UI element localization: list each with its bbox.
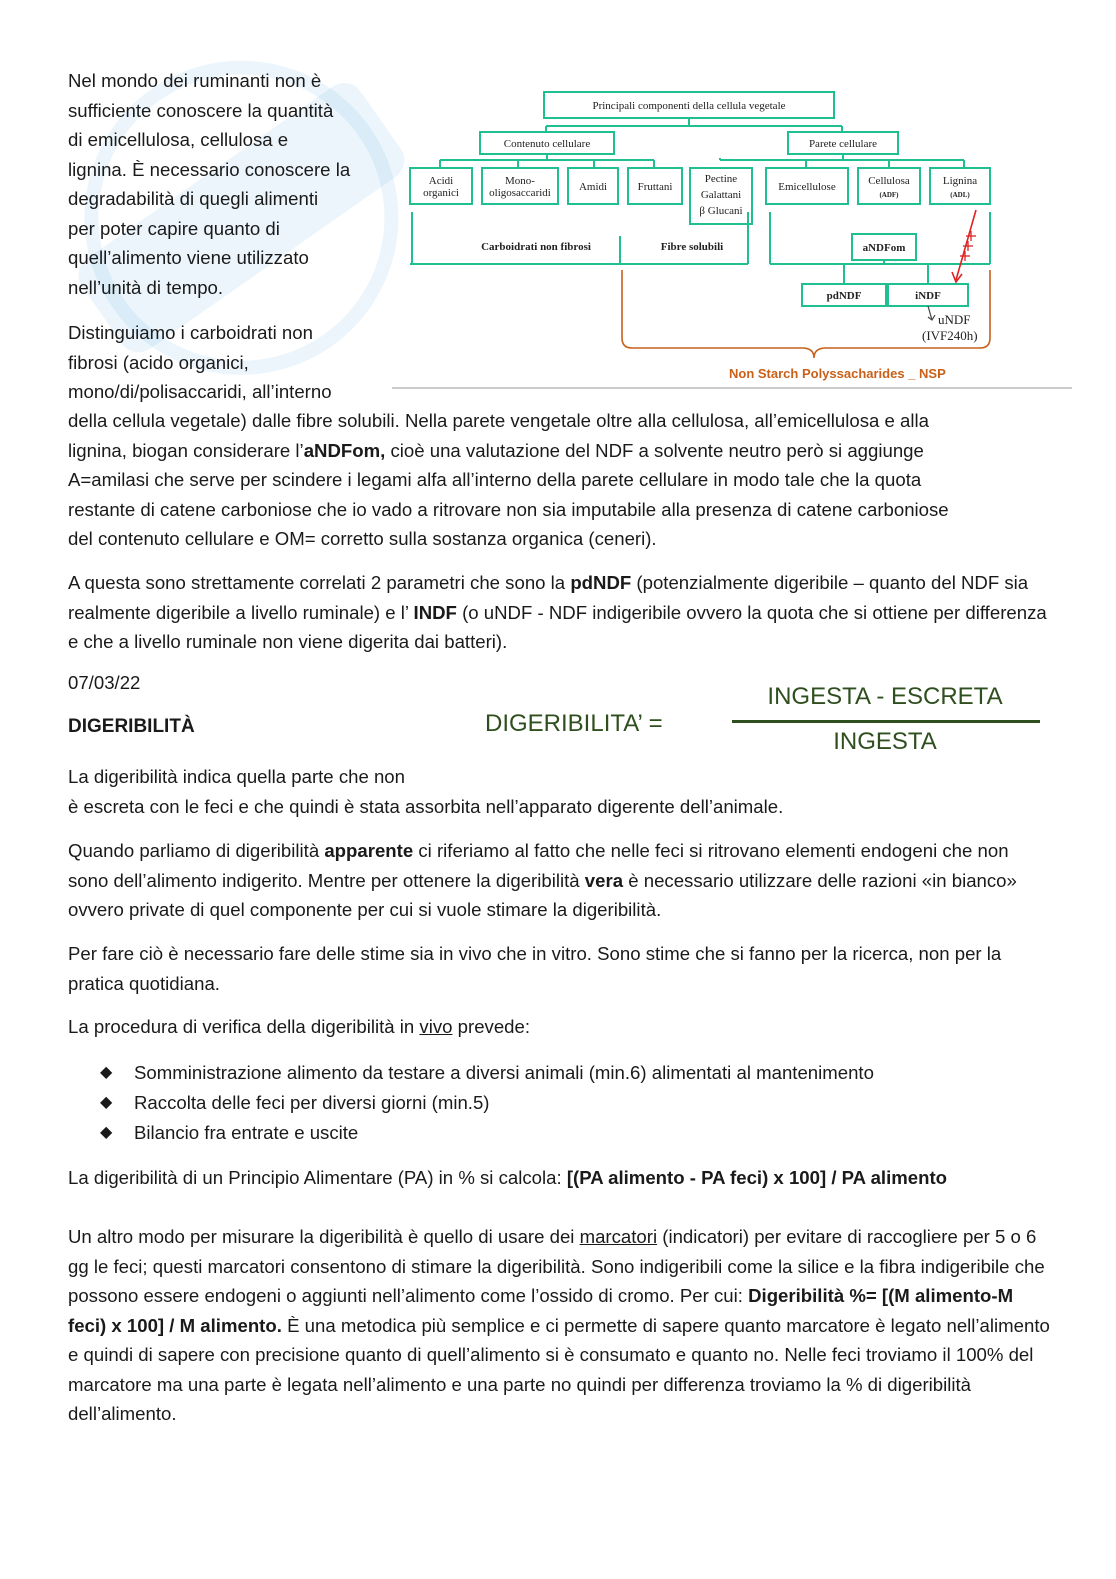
diagram-mono-label: Mono- xyxy=(505,175,535,187)
diagram-galattani-label: Galattani xyxy=(700,189,742,201)
diagram-adf-label: (ADF) xyxy=(879,191,899,199)
diagram-ivf-label: (IVF240h) xyxy=(922,328,978,343)
list-item: ◆ Raccolta delle feci per diversi giorni (min.5) xyxy=(100,1088,874,1118)
diagram-acidi-label: Acidi xyxy=(428,175,454,187)
markers-paragraph: Un altro modo per misurare la digeribilità è quello di usare dei marcatori (indicatori) per evitare di raccogliere per 5 o 6 gg le feci; questi marcatori consentono di stimare la digeribilità. Sono indigeribili come la silice e la fibra indigeribile che possono essere endogeni o aggiunti nell’alimento come l’ossido di cromo. Per cui: Digeribilità %= [(M alimento-M feci) x 100] / M alimento. È una metodica più semplice e ci permette di sapere quanto marcatore è legato nell’alimento e quindi di sapere con precisione quanto di quell’alimento si è consumato e quanto no. Nelle feci troviamo il 100% del marcatore ma una parte è legata nell’alimento e una parte no quindi per differenza troviamo la % di digeribilità dell’alimento. xyxy=(68,1226,1050,1424)
carb-paragraph-left: Distinguiamo i carboidrati non fibrosi (acido organici, mono/di/polisaccaridi, all’interno xyxy=(68,322,332,402)
lecture-date: 07/03/22 xyxy=(68,672,141,693)
formula-label: DIGERIBILITA’ = xyxy=(485,710,663,737)
diagram-fibre-label: Fibre solubili xyxy=(660,241,724,253)
carb-paragraph-full: della cellula vegetale) dalle fibre solubili. Nella parete vengetale oltre alla cellulosa, all’emicellulosa e alla lignina, biogan considerare l’aNDFom, cioè una valutazione del NDF a solvente neutro però si aggiunge A=amilasi che serve per scindere i legami alfa all’interno della parete cellulare in modo tale che la quota restante di catene carboniose che io vado a ritrovare non sia imputabile alla presenza di catene carboniose del contenuto cellulare e OM= corretto sulla sostanza organica (ceneri). xyxy=(68,410,949,549)
list-item: ◆ Bilancio fra entrate e uscite xyxy=(100,1118,874,1148)
procedure-intro: La procedura di verifica della digeribilità in vivo prevede: xyxy=(68,1016,531,1037)
diagram-lignina-label: Lignina xyxy=(942,175,978,187)
formula-fraction-line xyxy=(732,720,1040,723)
diagram-left-group-label: Contenuto cellulare xyxy=(503,138,591,150)
diagram-acidi-label-2: organici xyxy=(423,187,459,199)
diagram-carb-label: Carboidrati non fibrosi xyxy=(481,241,591,253)
estimates-paragraph: Per fare ciò è necessario fare delle stime sia in vivo che in vitro. Sono stime che si fanno per la ricerca, non per la pratica quotidiana. xyxy=(68,943,1002,994)
formula-denominator: INGESTA xyxy=(833,728,937,755)
procedure-list xyxy=(100,1058,874,1148)
formula-numerator: INGESTA - ESCRETA xyxy=(767,683,1003,710)
intro-paragraph: Nel mondo dei ruminanti non è sufficiente conoscere la quantità di emicellulosa, cellulosa e lignina. È necessario conoscere la degradabilità di quegli alimenti per poter capire quanto di quell’alimento viene utilizzato nell’unità di tempo. xyxy=(68,70,351,298)
plant-cell-components-diagram xyxy=(392,86,1072,396)
list-item: ◆ Somministrazione alimento da testare a diversi animali (min.6) alimentati al mantenimento xyxy=(100,1058,874,1088)
diagram-indf-label: iNDF xyxy=(915,290,941,302)
diagram-adl-label: (ADL) xyxy=(950,191,970,199)
definition-paragraph: La digeribilità indica quella parte che non è escreta con le feci e che quindi è stata assorbita nell’apparato digerente dell’animale. xyxy=(68,766,784,817)
diagram-cellulosa-label: Cellulosa xyxy=(868,175,910,187)
diamond-bullet-icon: ◆ xyxy=(100,1064,113,1081)
diagram-fruttani-label: Fruttani xyxy=(637,181,673,193)
section-heading: DIGERIBILITÀ xyxy=(68,716,195,737)
diagram-pectine-label: Pectine xyxy=(704,173,738,185)
diagram-amidi-label: Amidi xyxy=(578,181,608,193)
diagram-emicellulose-label: Emicellulose xyxy=(778,181,836,193)
diagram-mono-label-2: oligosaccaridi xyxy=(489,187,551,199)
diagram-root-label: Principali componenti della cellula vegetale xyxy=(592,100,786,112)
diagram-nsp-label: Non Starch Polyssacharides _ NSP xyxy=(729,366,946,381)
diamond-bullet-icon: ◆ xyxy=(100,1124,113,1141)
diagram-right-group-label: Parete cellulare xyxy=(808,138,878,150)
pa-formula-paragraph: La digeribilità di un Principio Alimentare (PA) in % si calcola: [(PA alimento - PA feci) x 100] / PA alimento xyxy=(68,1167,948,1188)
diagram-pdndf-label: pdNDF xyxy=(826,290,862,302)
diagram-glucani-label: β Glucani xyxy=(699,205,743,217)
diamond-bullet-icon: ◆ xyxy=(100,1094,113,1111)
ndf-paragraph: A questa sono strettamente correlati 2 parametri che sono la pdNDF (potenzialmente digeribile – quanto del NDF sia realmente digeribile a livello ruminale) e l’ INDF (o uNDF - NDF indigeribile ovvero la quota che si ottiene per differenza e che a livello ruminale non viene digerita dai batteri). xyxy=(68,572,1047,652)
diagram-undf-label: uNDF xyxy=(938,312,971,327)
diagram-andfom-label: aNDFom xyxy=(862,242,906,254)
apparent-true-paragraph: Quando parliamo di digeribilità apparente ci riferiamo al fatto che nelle feci si ritrovano elementi endogeni che non sono dell’alimento indigerito. Mentre per ottenere la digeribilità vera è necessario utilizzare delle razioni «in bianco» ovvero private di quel componente per cui si vuole stimare la digeribilità. xyxy=(68,840,1017,920)
